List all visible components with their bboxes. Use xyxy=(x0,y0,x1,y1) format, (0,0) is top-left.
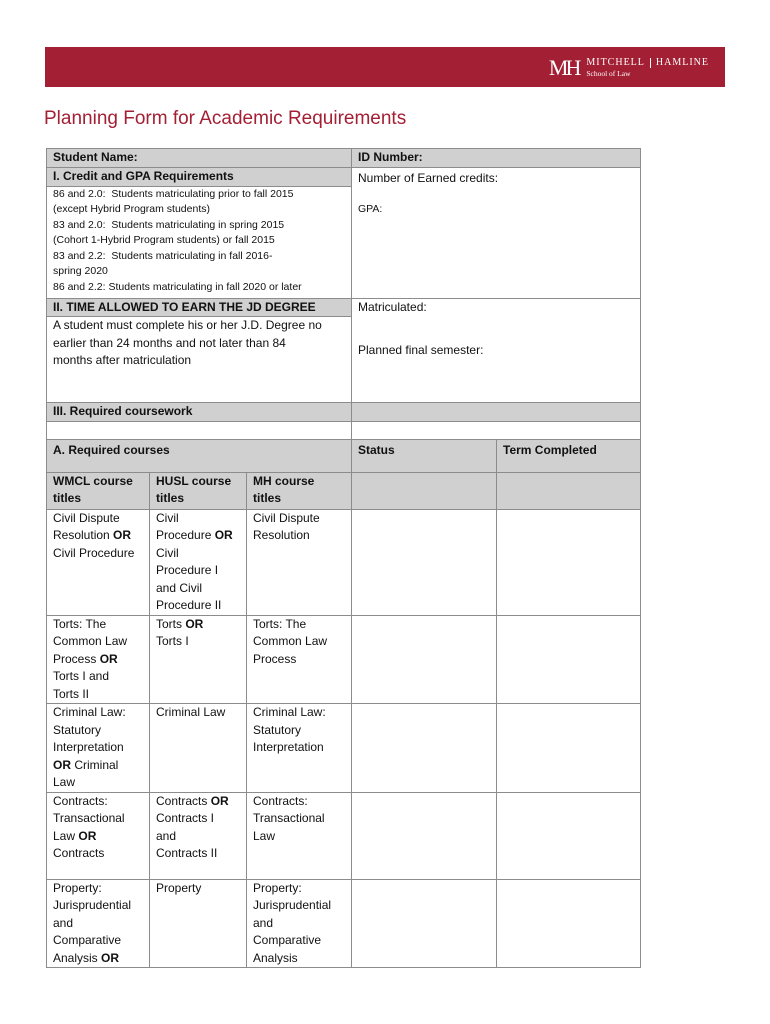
course-title-line: Jurisprudential xyxy=(253,898,332,912)
course-title-line: Torts: The xyxy=(253,616,307,631)
course-title-line: Contracts I xyxy=(156,811,215,825)
course-title-line: Civil Dispute xyxy=(53,510,120,525)
logo-name-left: MITCHELL xyxy=(586,57,645,69)
course-title-line: Torts OR xyxy=(156,616,204,631)
status-header-fill xyxy=(352,472,497,509)
husl-course-cell xyxy=(150,509,247,615)
mh-course-cell xyxy=(247,704,352,793)
course-title-line: Procedure OR xyxy=(156,528,233,542)
logo-subtitle: School of Law xyxy=(586,69,631,79)
course-title-line: Civil Procedure xyxy=(53,545,135,560)
gpa-label: GPA: xyxy=(358,202,383,215)
course-title-line: Torts I and xyxy=(53,669,110,683)
required-courses-heading: A. Required courses xyxy=(47,439,352,472)
term-completed-column-header: Term Completed xyxy=(497,439,641,472)
student-name-label[interactable]: Student Name: xyxy=(47,149,352,168)
course-title-line: Comparative xyxy=(53,933,122,947)
header-banner xyxy=(45,47,725,87)
husl-course-cell xyxy=(150,704,247,793)
course-row xyxy=(47,879,641,968)
wmcl-column-header: WMCL course titles xyxy=(47,472,150,509)
course-title-line: Resolution xyxy=(253,528,310,542)
course-title-line: Comparative xyxy=(253,933,322,947)
status-cell[interactable] xyxy=(352,509,497,615)
wmcl-course-cell xyxy=(47,879,150,968)
credit-req-line: (except Hybrid Program students) xyxy=(53,203,210,215)
term-completed-cell[interactable] xyxy=(497,509,641,615)
course-title-line: Process OR xyxy=(53,651,118,666)
course-title-line: and Civil xyxy=(156,580,203,595)
spacer-cell xyxy=(47,421,352,439)
course-title-line: Property: xyxy=(53,880,102,895)
course-row xyxy=(47,615,641,704)
course-title-line: Statutory xyxy=(53,722,102,737)
term-completed-cell[interactable] xyxy=(497,615,641,704)
course-title-line: Criminal Law xyxy=(156,705,226,719)
spacer-cell xyxy=(352,421,641,439)
wmcl-course-cell xyxy=(47,509,150,615)
status-column-header: Status xyxy=(352,439,497,472)
earned-credits-label: Number of Earned credits: xyxy=(358,171,499,185)
mh-course-cell xyxy=(247,792,352,879)
course-title-line: and xyxy=(156,828,177,843)
husl-course-cell xyxy=(150,879,247,968)
mh-course-cell xyxy=(247,615,352,704)
course-title-line: and xyxy=(253,915,274,930)
course-title-line: Criminal Law: xyxy=(53,705,126,719)
section3-heading-fill xyxy=(352,403,641,422)
course-title-line: Civil xyxy=(156,545,179,560)
mh-course-cell xyxy=(247,879,352,968)
course-title-line: Process xyxy=(253,651,297,666)
credit-req-line: 83 and 2.0: Students matriculating in spring 2015 xyxy=(53,218,285,231)
course-title-line: Law OR xyxy=(53,828,97,843)
page-title: Planning Form for Academic Requirements xyxy=(44,108,407,129)
credit-req-line: 86 and 2.2: Students matriculating in fall 2020 or later xyxy=(53,280,302,293)
status-cell[interactable] xyxy=(352,615,497,704)
course-title-line: Procedure II xyxy=(156,598,222,612)
course-title-line: Law xyxy=(253,828,276,843)
time-allowed-line: months after matriculation xyxy=(53,353,192,367)
course-title-line: Civil xyxy=(156,510,179,525)
mh-course-cell xyxy=(247,509,352,615)
section3-heading: III. Required coursework xyxy=(47,403,352,422)
credit-req-line: (Cohort 1-Hybrid Program students) or fall 2015 xyxy=(53,234,275,246)
course-title-line: Transactional xyxy=(253,811,325,825)
course-title-line: Property xyxy=(156,880,202,895)
term-completed-cell[interactable] xyxy=(497,879,641,968)
status-cell[interactable] xyxy=(352,704,497,793)
mh-column-header: MH course titles xyxy=(247,472,352,509)
time-allowed-line: earlier than 24 months and not later than 84 xyxy=(53,335,286,350)
husl-course-cell xyxy=(150,615,247,704)
time-allowed-text xyxy=(47,317,352,403)
course-title-line: Interpretation xyxy=(53,740,124,754)
course-title-line: Common Law xyxy=(53,634,128,648)
course-title-line: Resolution OR xyxy=(53,528,132,542)
status-cell[interactable] xyxy=(352,792,497,879)
course-title-line: Procedure I xyxy=(156,563,219,577)
credit-requirements-list xyxy=(47,186,352,298)
course-title-line: Civil Dispute xyxy=(253,510,320,525)
course-title-line: Torts II xyxy=(53,686,90,701)
wmcl-course-cell xyxy=(47,792,150,879)
planned-final-semester-label: Planned final semester: xyxy=(358,343,484,357)
course-title-line: Contracts: xyxy=(53,793,108,808)
logo-mark: MH xyxy=(548,55,579,80)
course-row xyxy=(47,704,641,793)
section1-heading: I. Credit and GPA Requirements xyxy=(47,168,352,187)
term-header-fill xyxy=(497,472,641,509)
term-completed-cell[interactable] xyxy=(497,704,641,793)
course-title-line: and xyxy=(53,915,74,930)
course-title-line: Analysis xyxy=(253,950,298,965)
id-number-label[interactable]: ID Number: xyxy=(352,149,641,168)
course-title-line: Contracts: xyxy=(253,793,308,808)
course-title-line: Statutory xyxy=(253,722,302,737)
course-title-line: Transactional xyxy=(53,811,125,825)
term-completed-cell[interactable] xyxy=(497,792,641,879)
wmcl-course-cell xyxy=(47,615,150,704)
course-title-line: Analysis OR xyxy=(53,950,120,965)
logo-name-right: HAMLINE xyxy=(655,57,709,69)
matriculated-label: Matriculated: xyxy=(358,299,427,314)
school-logo xyxy=(549,56,709,80)
matriculation-cell[interactable] xyxy=(352,298,641,403)
course-title-line: OR Criminal Law xyxy=(53,757,119,789)
section2-heading: II. TIME ALLOWED TO EARN THE JD DEGREE xyxy=(47,298,352,317)
course-title-line: Jurisprudential xyxy=(53,898,132,912)
course-title-line: Torts: The xyxy=(53,616,107,631)
status-cell[interactable] xyxy=(352,879,497,968)
wmcl-course-cell xyxy=(47,704,150,793)
course-title-line: Contracts OR xyxy=(156,793,229,808)
credit-req-line: 86 and 2.0: Students matriculating prior to fall 2015 xyxy=(53,187,294,200)
course-row xyxy=(47,792,641,879)
course-title-line: Torts I xyxy=(156,634,189,648)
credit-req-line: spring 2020 xyxy=(53,265,108,277)
husl-course-cell xyxy=(150,792,247,879)
course-title-line: Criminal Law: xyxy=(253,705,326,719)
husl-column-header: HUSL course titles xyxy=(150,472,247,509)
course-title-line: Interpretation xyxy=(253,740,324,754)
course-title-line: Contracts II xyxy=(156,846,218,860)
course-title-line: Contracts xyxy=(53,846,105,860)
course-title-line: Common Law xyxy=(253,634,328,648)
credits-gpa-cell[interactable] xyxy=(352,168,641,299)
time-allowed-line: A student must complete his or her J.D. Degree no xyxy=(53,318,322,332)
course-title-line: Property: xyxy=(253,880,302,895)
course-row xyxy=(47,509,641,615)
planning-form-table xyxy=(46,148,641,968)
credit-req-line: 83 and 2.2: Students matriculating in fall 2016- xyxy=(53,249,273,262)
